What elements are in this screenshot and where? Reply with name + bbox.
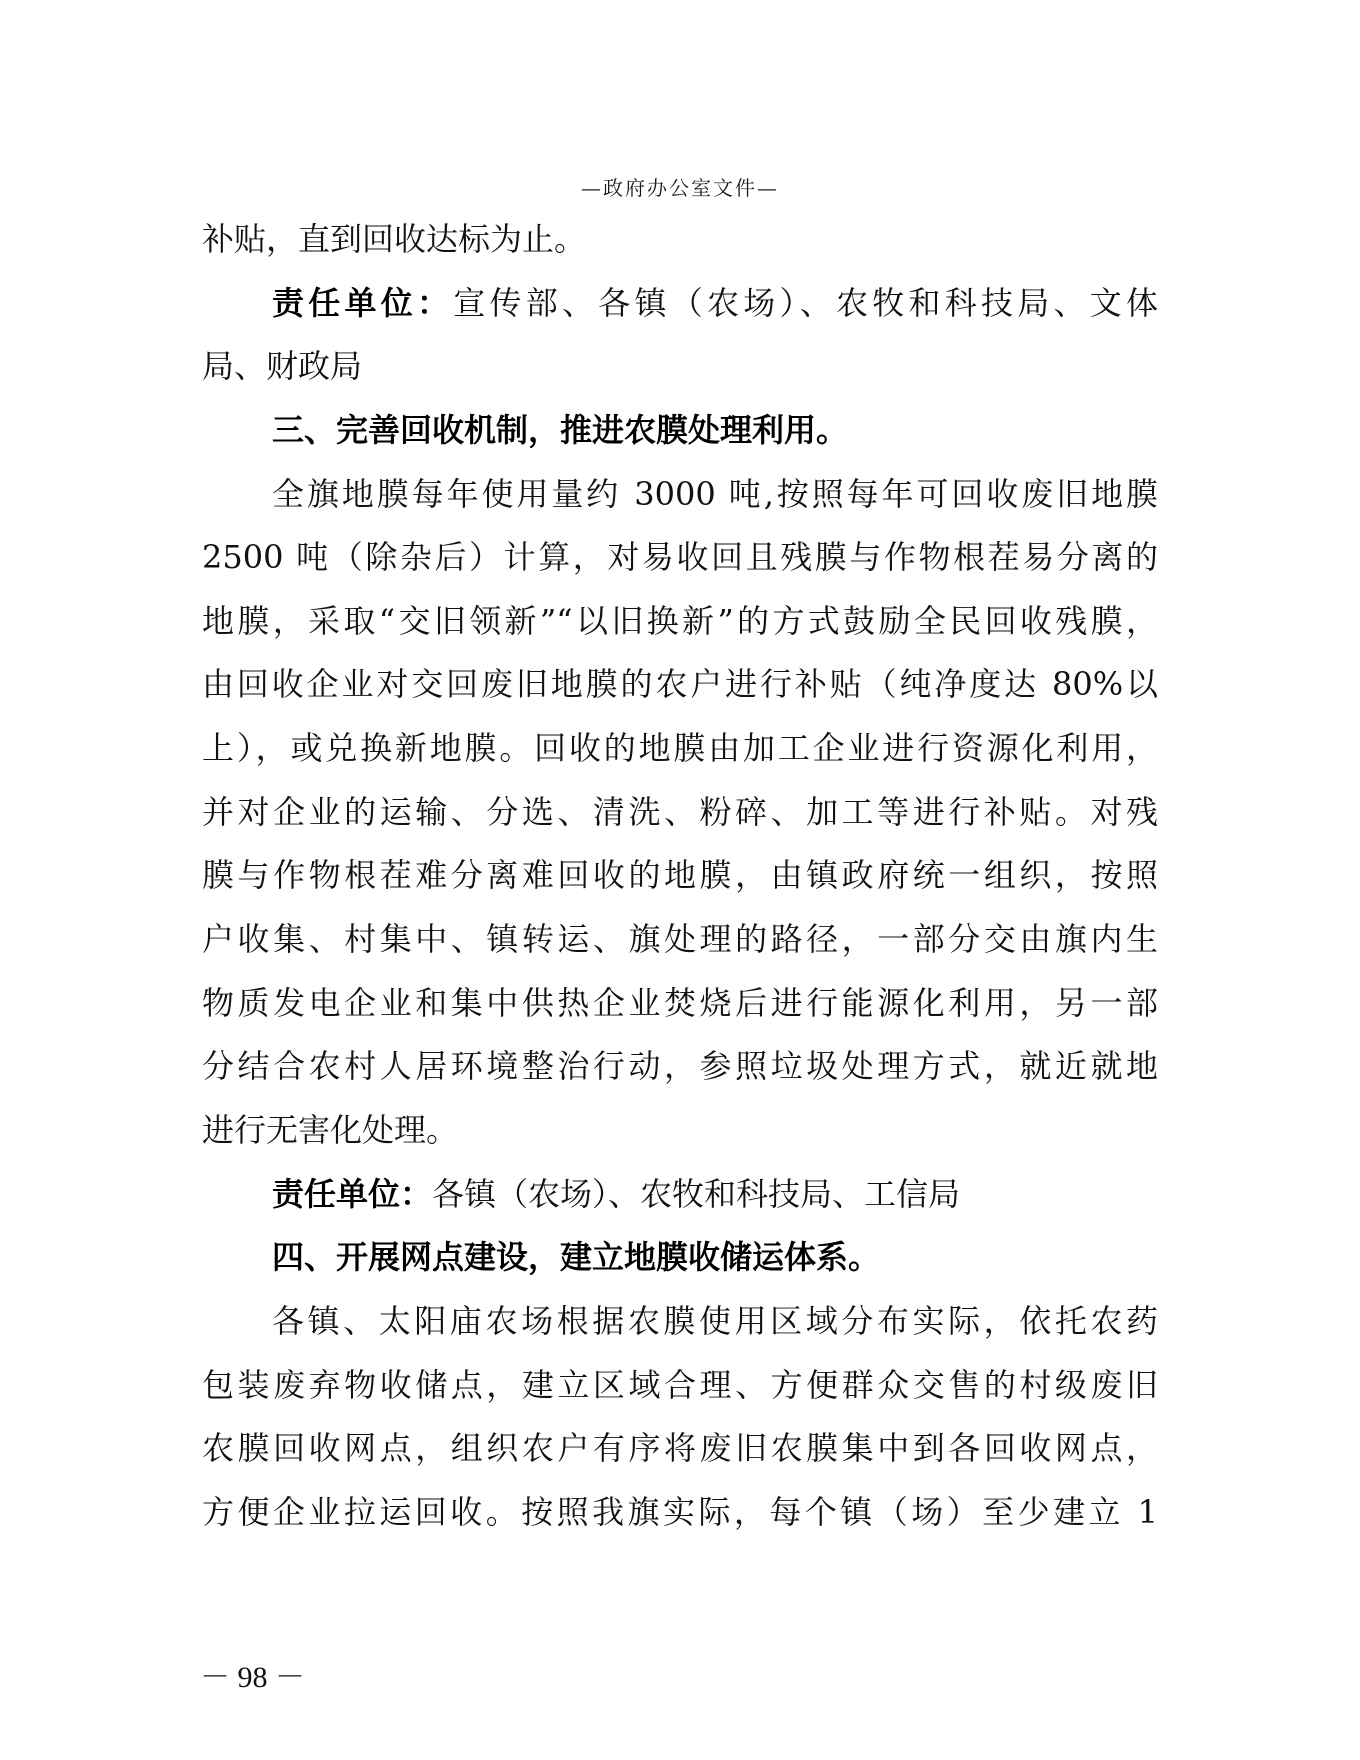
responsible-units-line xyxy=(202,1163,1158,1227)
paragraph-line: 并对企业的运输、分选、清洗、粉碎、加工等进行补贴。对残 xyxy=(202,792,1158,831)
paragraph-line: 2500 吨（除杂后）计算，对易收回且残膜与作物根茬易分离的 xyxy=(202,538,1158,577)
page-number: － 98 － xyxy=(200,1661,305,1694)
paragraph-line: 分结合农村人居环境整治行动，参照垃圾处理方式，就近就地 xyxy=(202,1047,1158,1086)
paragraph-line: 局、财政局 xyxy=(202,347,363,386)
paragraph-line: 地膜，采取“交旧领新”“以旧换新”的方式鼓励全民回收残膜， xyxy=(202,601,1158,640)
paragraph-line: 各镇、太阳庙农场根据农膜使用区域分布实际，依托农药 xyxy=(272,1301,1158,1340)
paragraph-line: 包装废弃物收储点，建立区域合理、方便群众交售的村级废旧 xyxy=(202,1365,1158,1404)
section-heading-3: 三、完善回收机制，推进农膜处理利用。 xyxy=(272,410,849,449)
running-header: —政府办公室文件— xyxy=(581,176,779,200)
paragraph-line: 膜与作物根茬难分离难回收的地膜，由镇政府统一组织，按照 xyxy=(202,856,1158,895)
paragraph-line: 上），或兑换新地膜。回收的地膜由加工企业进行资源化利用， xyxy=(202,729,1158,768)
paragraph-line: 由回收企业对交回废旧地膜的农户进行补贴（纯净度达 80%以 xyxy=(202,665,1158,704)
paragraph-line: 物质发电企业和集中供热企业焚烧后进行能源化利用，另一部 xyxy=(202,983,1158,1022)
section-heading-4: 四、开展网点建设，建立地膜收储运体系。 xyxy=(272,1238,881,1277)
paragraph-line: 户收集、村集中、镇转运、旗处理的路径，一部分交由旗内生 xyxy=(202,920,1158,959)
document-body xyxy=(202,208,1158,1544)
paragraph-line: 农膜回收网点，组织农户有序将废旧农膜集中到各回收网点， xyxy=(202,1429,1158,1468)
responsible-units-text: 各镇（农场）、农牧和科技局、工信局 xyxy=(432,1174,961,1213)
paragraph-line: 补贴，直到回收达标为止。 xyxy=(202,220,587,258)
paragraph-line: 全旗地膜每年使用量约 3000 吨,按照每年可回收废旧地膜 xyxy=(272,474,1158,513)
responsible-units-label: 责任单位： xyxy=(272,1174,433,1213)
responsible-units-text: 宣传部、各镇（农场）、农牧和科技局、文体 xyxy=(453,283,1158,322)
paragraph-line: 进行无害化处理。 xyxy=(202,1110,459,1149)
responsible-units-label: 责任单位： xyxy=(272,283,454,322)
paragraph-line: 方便企业拉运回收。按照我旗实际，每个镇（场）至少建立 1 xyxy=(202,1492,1158,1531)
responsible-units-line xyxy=(202,272,1158,336)
